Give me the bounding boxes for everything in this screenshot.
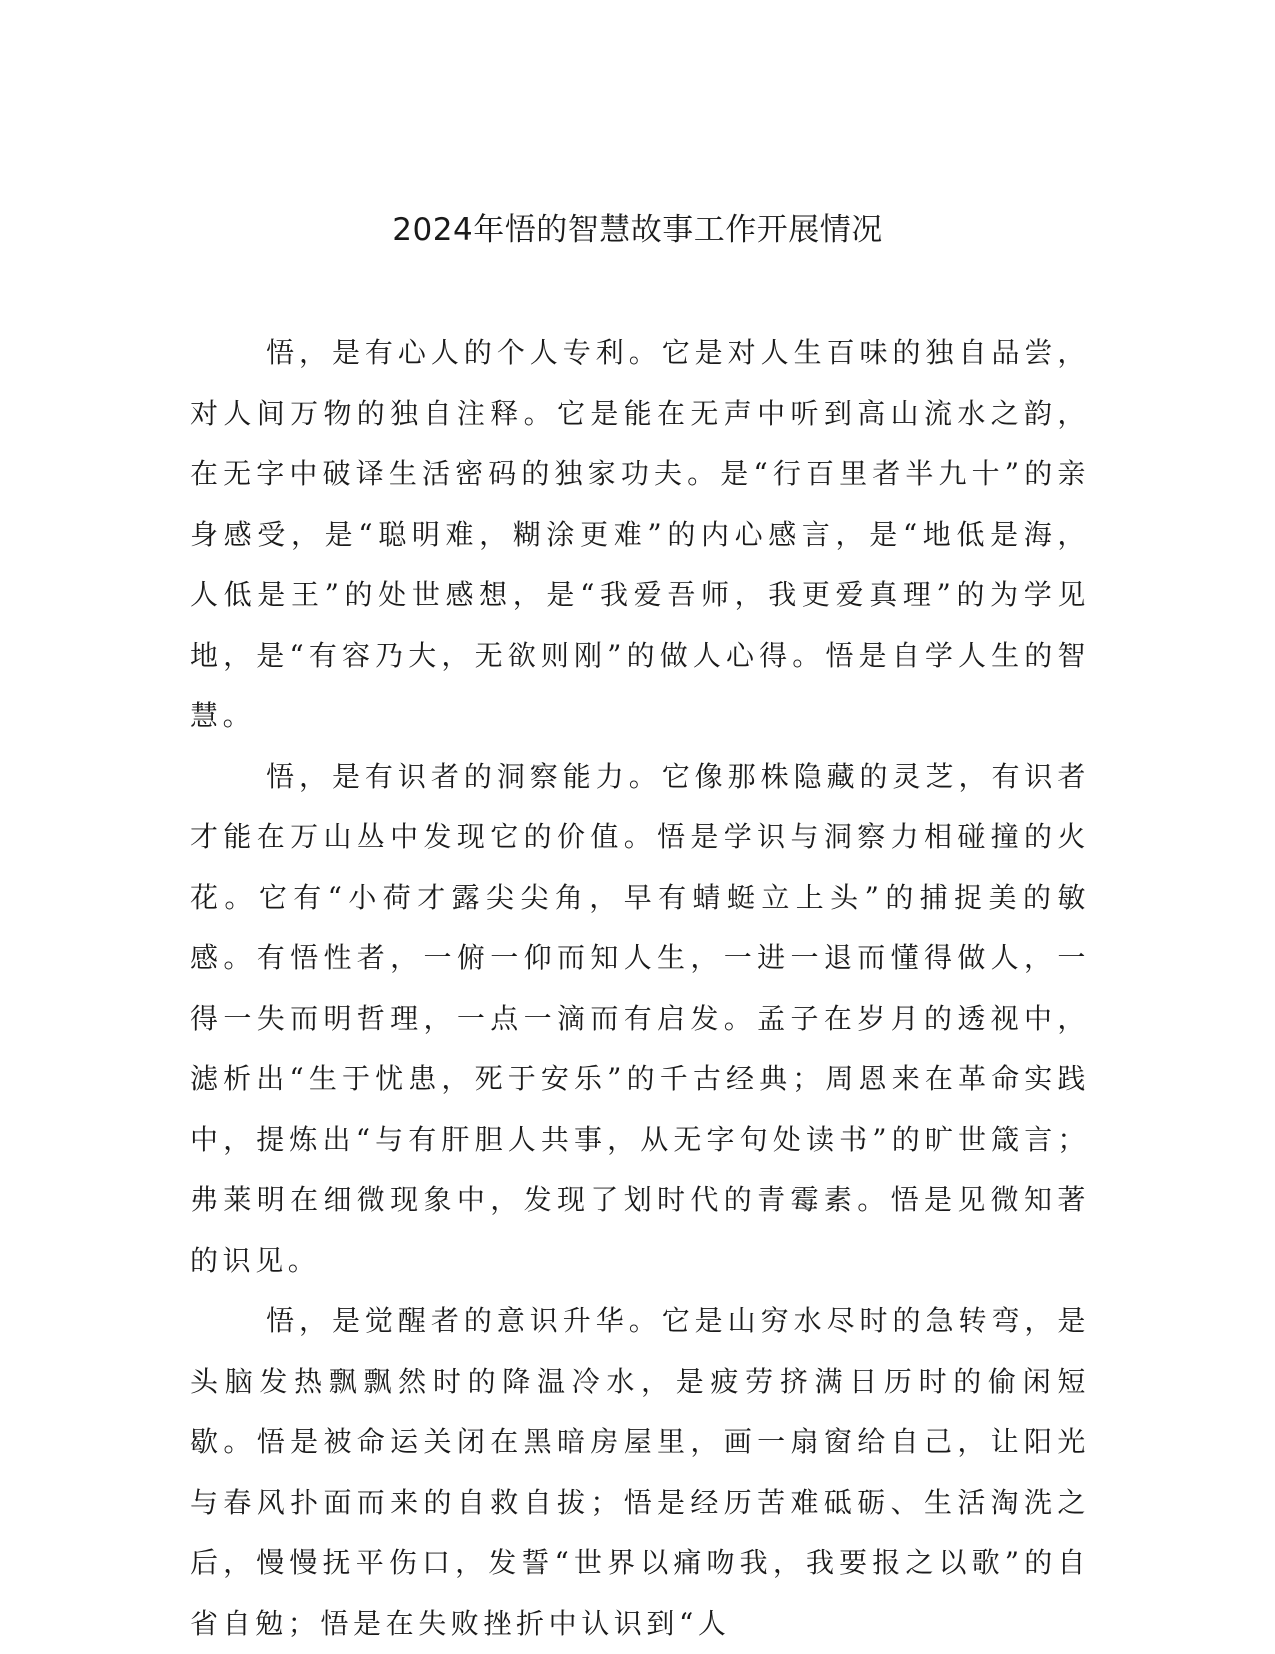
document-title: 2024年悟的智慧故事工作开展情况 xyxy=(392,212,883,248)
paragraph-2: 悟，是有识者的洞察能力。它像那株隐藏的灵芝，有识者才能在万山丛中发现它的价值。悟是学识与洞察力相碰撞的火花。它有“小荷才露尖尖角，早有蜻蜓立上头”的捕捉美的敏感。有悟性者，一俯一仰而知人生，一进一退而懂得做人，一得一失而明哲理，一点一滴而有启发。孟子在岁月的透视中，滤析出“生于忧患，死于安乐”的千古经典；周恩来在革命实践中，提炼出“与有肝胆人共事，从无字句处读书”的旷世箴言；弗莱明在细微现象中，发现了划时代的青霉素。悟是见微知著的识见。 xyxy=(190,759,1090,1277)
paragraph-3: 悟，是觉醒者的意识升华。它是山穷水尽时的急转弯，是头脑发热飘飘然时的降温冷水，是疲劳挤满日历时的偷闲短歇。悟是被命运关闭在黑暗房屋里，画一扇窗给自己，让阳光与春风扑面而来的自救自拔；悟是经历苦难砥砺、生活淘洗之后，慢慢抚平伤口，发誓“世界以痛吻我，我要报之以歌”的自省自勉；悟是在失败挫折中认识到“人 xyxy=(190,1304,1090,1640)
paragraph-1: 悟，是有心人的个人专利。它是对人生百味的独自品尝，对人间万物的独自注释。它是能在无声中听到高山流水之韵，在无字中破译生活密码的独家功夫。是“行百里者半九十”的亲身感受，是“聪明难，糊涂更难”的内心感言，是“地低是海，人低是王”的处世感想，是“我爱吾师，我更爱真理”的为学见地，是“有容乃大，无欲则刚”的做人心得。悟是自学人生的智慧。 xyxy=(190,336,1090,732)
document-body xyxy=(190,323,1090,1654)
